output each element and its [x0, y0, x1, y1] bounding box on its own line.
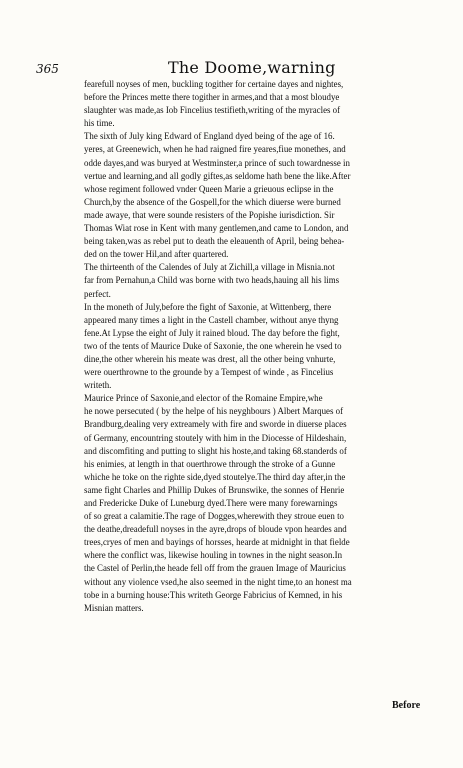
text-line: slaughter was made,as Iob Fincelius testifieth,writing of the myracles of	[84, 105, 341, 116]
text-line: same fight Charles and Phillip Dukes of Brunswike, the sonnes of Henrie	[84, 484, 345, 495]
text-line: perfect.	[84, 288, 111, 299]
text-line: far from Pernahun,a Child was borne with two heads,hauing all his lims	[84, 275, 340, 286]
text-line: Misnian matters.	[84, 602, 144, 613]
text-line: without any violence vsed,he also seemed in the night time,to an honest ma	[84, 576, 352, 587]
text-line: his enimies, at length in that ouerthrowe through the stroke of a Gunne	[84, 458, 336, 469]
text-line: appeared many times a light in the Castell chamber, without anye thyng	[84, 314, 339, 325]
text-line: of so great a calamitie.The rage of Dogges,wherewith they stroue euen to	[84, 511, 344, 522]
text-line: being taken,was as rebel put to death the eleauenth of April, being behea-	[84, 236, 345, 247]
text-line: two of the tents of Maurice Duke of Saxonie, the one wherein he vsed to	[84, 340, 342, 351]
text-line: where the conflict was, likewise houling in townes in the night season.In	[84, 550, 343, 561]
text-line: Maurice Prince of Saxonie,and elector of the Romaine Empire,whe	[84, 393, 323, 404]
text-line: Church,by the absence of the Gospell,for the which diuerse were burned	[84, 196, 341, 207]
text-line: the deathe,dreadefull noyses in the ayre,drops of bloude vpon heardes and	[84, 524, 347, 535]
text-line: trees,cryes of men and bayings of horsses, hearde at midnight in that fielde	[84, 537, 350, 548]
text-line: yeres, at Greenewich, when he had raigned fire yeares,fiue monethes, and	[84, 144, 346, 155]
text-line: made awaye, that were sounde resisters of the Popishe iurisdiction. Sir	[84, 209, 335, 220]
text-line: odde dayes,and was buryed at Westminster,a prince of such towardnesse in	[84, 157, 350, 168]
text-line: he nowe persecuted ( by the helpe of his neyghbours ) Albert Marques of	[84, 406, 344, 417]
text-line: and discomfiting and putting to slight his hoste,and taking 68.standerds of	[84, 445, 347, 456]
running-head: The Doome,warning	[168, 58, 336, 77]
text-line: In the moneth of July,before the fight of Saxonie, at Wittenberg, there	[84, 301, 332, 312]
text-line: were ouerthrowne to the grounde by a Tempest of winde , as Fincelius	[84, 367, 334, 378]
text-line: fene.At Lypse the eight of July it rained bloud. The day before the fight,	[84, 327, 340, 338]
text-line: whose regiment followed vnder Queen Marie a grieuous eclipse in the	[84, 183, 334, 194]
catchword: Before	[392, 700, 421, 711]
text-line: writeth.	[84, 380, 112, 391]
page-number: 365	[36, 62, 59, 76]
text-line: Thomas Wiat rose in Kent with many gentlemen,and came to London, and	[84, 223, 349, 234]
text-line: and Fredericke Duke of Luneburg dyed.There were many forewarnings	[84, 498, 338, 508]
text-line: the Castel of Perlin,the heade fell off from the grauen Image of Mauricius	[84, 563, 346, 574]
text-line: whiche he toke on the righte side,dyed stoutelye.The third day after,in the	[84, 471, 346, 482]
text-line: tobe in a burning house:This writeth George Fabricius of Kemned, in his	[84, 589, 343, 600]
text-line: of Germany, encountring stoutely with him in the Diocesse of Hildeshain,	[84, 432, 347, 443]
text-line: before the Princes mette there togither in armes,and that a most bloudye	[84, 92, 340, 103]
text-line: The sixth of July king Edward of England dyed being of the age of 16.	[84, 131, 335, 142]
text-line: The thirteenth of the Calendes of July at Zichill,a village in Misnia.not	[84, 262, 335, 273]
text-line: his time.	[84, 118, 115, 129]
text-line: dine,the other wherein his meate was drest, all the other being vnhurte,	[84, 353, 336, 364]
text-line: vertue and learning,and all godly giftes,as seldome hath bene the like.After	[84, 170, 351, 181]
text-line: ded on the tower Hil,and after quartered.	[84, 249, 229, 260]
text-line: fearefull noyses of men, buckling togither for certaine dayes and nightes,	[84, 79, 344, 89]
body-text	[84, 78, 442, 615]
text-line: Brandburg,dealing very extreamely with fire and sworde in diuerse places	[84, 419, 347, 430]
